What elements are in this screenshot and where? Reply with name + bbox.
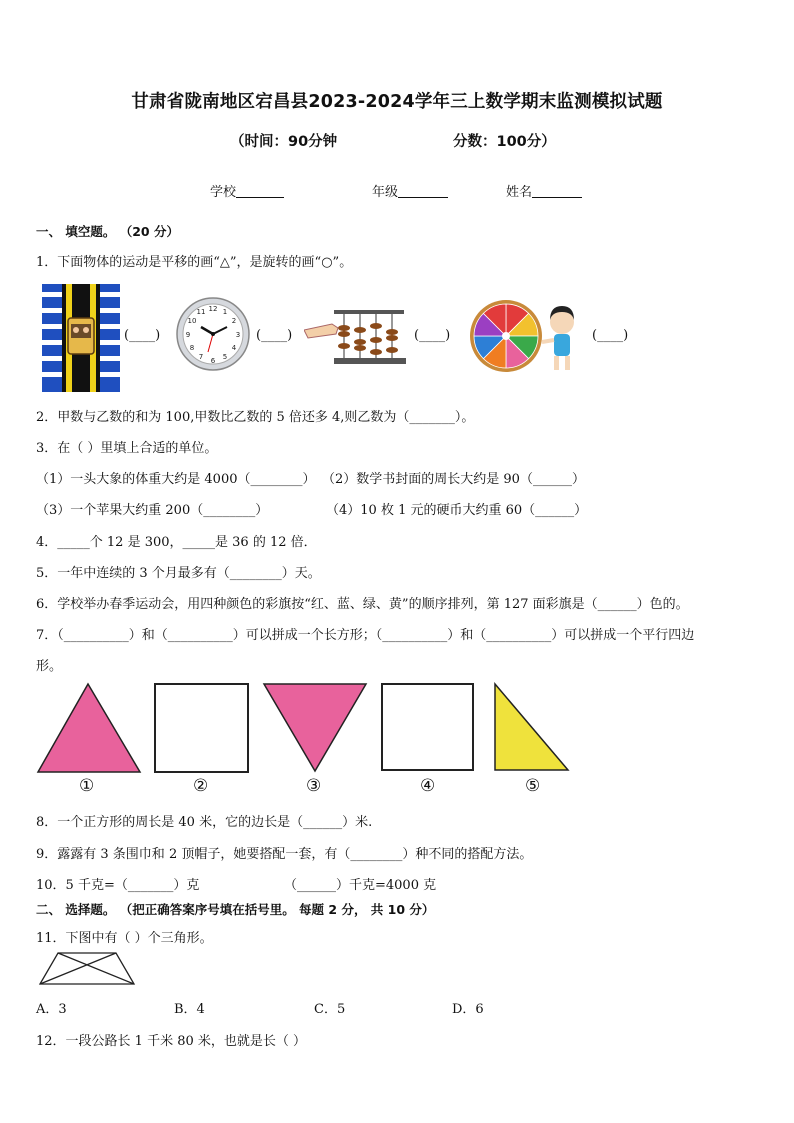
svg-text:11: 11 [196,308,206,316]
shape-label-2: ② [193,776,209,796]
q11-option-a[interactable]: A．3 [36,1002,67,1017]
svg-text:1: 1 [222,308,228,316]
question-3-2: （2）数学书封面的周长大约是 90（______） [322,472,585,487]
grade-underline[interactable] [398,184,448,198]
question-7-cont: 形。 [36,659,63,674]
exam-title: 甘肃省陇南地区宕昌县2023-2024学年三上数学期末监测模拟试题 [131,92,663,112]
clock-picture [175,296,251,372]
svg-text:9: 9 [185,331,191,339]
question-11: 11．下图中有（ ）个三角形。 [36,931,213,946]
q11-trapezoid-figure [38,951,138,987]
question-3-4: （4）10 枚 1 元的硬币大约重 60（______） [326,503,588,518]
svg-text:6: 6 [210,357,216,365]
exam-score: 分数：100分） [453,134,556,150]
svg-text:12: 12 [208,305,218,313]
name-label: 姓名 [506,185,533,200]
svg-text:10: 10 [187,317,197,325]
shape-3-triangle [264,684,366,771]
question-10b: （______）千克=4000 克 [284,878,437,893]
elevator-picture [42,284,120,392]
q11-option-c[interactable]: C．5 [314,1002,346,1017]
q1-blank-1[interactable]: (____) [124,328,161,343]
svg-text:3: 3 [235,331,241,339]
question-6: 6．学校举办春季运动会，用四种颜色的彩旗按“红、蓝、绿、黄”的顺序排列，第 127 面彩旗是（______）色的。 [36,597,689,612]
spinning-wheel-picture [468,298,584,374]
shape-label-3: ③ [306,776,322,796]
svg-text:5: 5 [222,353,228,361]
q1-blank-3[interactable]: (____) [414,328,451,343]
question-3-1: （1）一头大象的体重大约是 4000（________） [36,472,316,487]
shape-2-square [155,684,248,772]
section2-heading: 二、 选择题。 （把正确答案序号填在括号里。 每题 2 分， 共 10 分） [36,902,435,917]
name-underline[interactable] [532,184,582,198]
question-3-3: （3）一个苹果大约重 200（________） [36,503,269,518]
question-5: 5．一年中连续的 3 个月最多有（________）天。 [36,566,321,581]
school-underline[interactable] [236,184,284,198]
shape-label-5: ⑤ [525,776,541,796]
abacus-picture [304,306,408,366]
q11-option-b[interactable]: B．4 [174,1002,205,1017]
q1-blank-2[interactable]: (____) [256,328,293,343]
question-12: 12．一段公路长 1 千米 80 米，也就是长（ ） [36,1034,307,1049]
school-label: 学校 [210,185,237,200]
question-8: 8．一个正方形的周长是 40 米，它的边长是（______）米. [36,815,373,830]
question-7: 7．（__________）和（__________）可以拼成一个长方形；（__________）和（__________）可以拼成一个平行四边 [36,628,695,643]
svg-text:2: 2 [231,317,237,325]
shape-label-4: ④ [420,776,436,796]
name-field [506,181,582,200]
q11-option-d[interactable]: D．6 [452,1002,484,1017]
svg-text:4: 4 [231,344,237,352]
grade-label: 年级 [372,185,399,200]
question-10a: 10．5 千克=（_______）克 [36,878,200,893]
svg-text:8: 8 [189,344,195,352]
q1-blank-4[interactable]: (____) [592,328,629,343]
shape-label-1: ① [79,776,95,796]
shape-1-triangle [38,684,140,772]
grade-field [372,181,448,200]
shape-5-triangle [495,684,568,770]
exam-time: （时间：90分钟 [230,134,338,150]
question-4: 4．_____个 12 是 300，_____是 36 的 12 倍． [36,535,317,550]
q7-shapes [36,682,576,776]
question-2: 2．甲数与乙数的和为 100,甲数比乙数的 5 倍还多 4,则乙数为（_______）。 [36,410,475,425]
question-3: 3．在（ ）里填上合适的单位。 [36,441,218,456]
school-field [210,181,284,200]
svg-text:7: 7 [198,353,204,361]
question-9: 9．露露有 3 条围巾和 2 顶帽子，她要搭配一套，有（________）种不同的搭配方法。 [36,847,533,862]
question-1: 1．下面物体的运动是平移的画“△”，是旋转的画“○”。 [36,255,353,270]
section1-heading: 一、 填空题。 （20 分） [36,224,179,239]
shape-4-square [382,684,473,770]
